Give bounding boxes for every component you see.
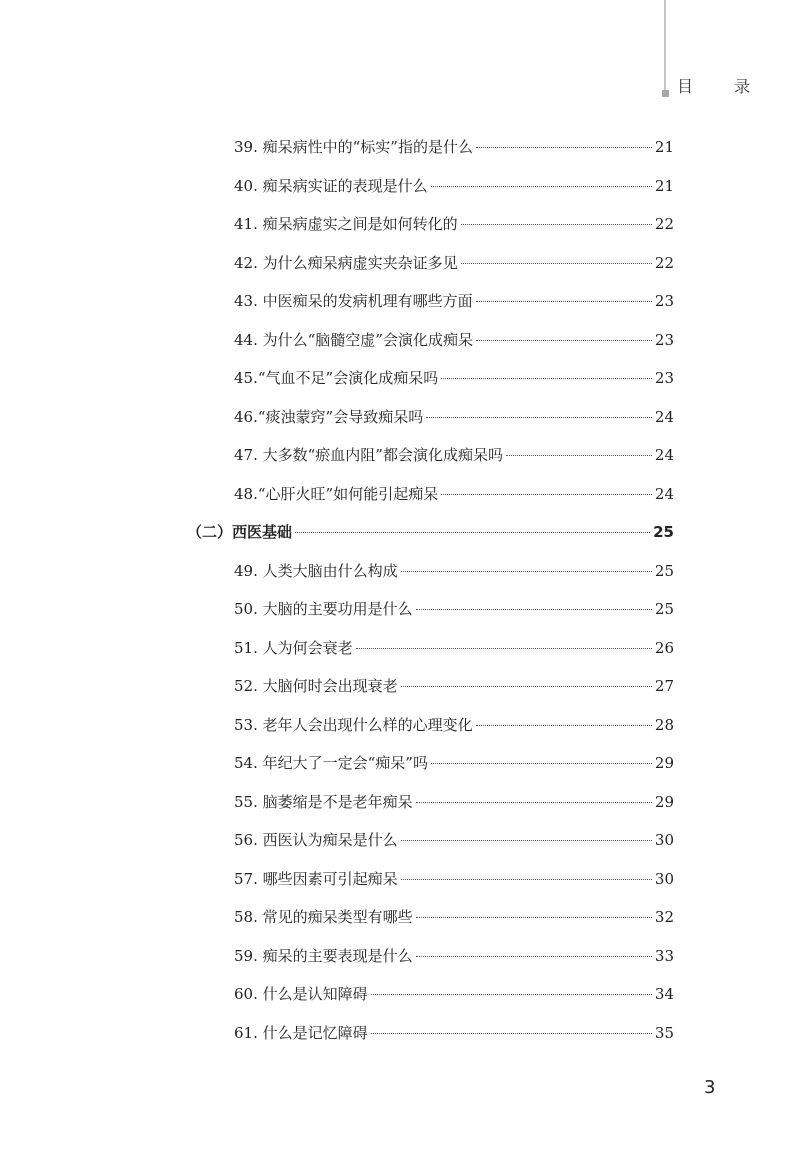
toc-entry-title: 56. 西医认为痴呆是什么 [234, 831, 398, 849]
toc-entry-page: 23 [654, 292, 674, 310]
toc-entry-page: 22 [654, 253, 674, 272]
page-number: 3 [704, 1077, 716, 1098]
dot-leader [426, 417, 652, 418]
toc-entry-page: 23 [654, 330, 674, 349]
dot-leader [461, 263, 652, 264]
toc-entry-title: （二）西医基础 [187, 523, 293, 541]
toc-entry-page: 25 [653, 523, 674, 541]
toc-entry[interactable] [234, 906, 674, 930]
toc-entry-page: 26 [654, 638, 674, 657]
toc-entry[interactable] [234, 290, 674, 314]
dot-leader [371, 994, 652, 995]
dot-leader [431, 763, 652, 764]
toc-entry-title: 41. 痴呆病虚实之间是如何转化的 [234, 215, 458, 233]
dot-leader [371, 1033, 652, 1034]
toc-entry[interactable] [234, 598, 674, 622]
dot-leader [401, 879, 652, 880]
toc-entry[interactable] [234, 983, 674, 1007]
header-rule [664, 0, 666, 90]
toc-entry-page: 24 [654, 446, 674, 464]
toc-entry-title: 61. 什么是记忆障碍 [234, 1023, 368, 1042]
toc-entry-title: 48.“心肝火旺”如何能引起痴呆 [234, 484, 439, 503]
dot-leader [476, 301, 652, 302]
toc-entry-page: 29 [654, 754, 674, 772]
toc-entry-title: 39. 痴呆病性中的“标实”指的是什么 [234, 138, 473, 156]
toc-entry-title: 58. 常见的痴呆类型有哪些 [234, 908, 413, 926]
dot-leader [506, 455, 652, 456]
toc-entry-page: 23 [654, 369, 674, 387]
toc-entry[interactable] [234, 252, 674, 276]
toc-entry-page: 33 [654, 946, 674, 965]
dot-leader [295, 532, 650, 533]
toc-entry-page: 25 [654, 561, 674, 580]
toc-entry-page: 25 [654, 600, 674, 618]
toc-entry-page: 34 [654, 985, 674, 1003]
toc-entry-title: 60. 什么是认知障碍 [234, 985, 368, 1003]
toc-entry-title: 40. 痴呆病实证的表现是什么 [234, 176, 428, 195]
dot-leader [476, 725, 652, 726]
toc-entry[interactable] [234, 483, 674, 507]
dot-leader [416, 802, 652, 803]
dot-leader [401, 571, 652, 572]
toc-entry-page: 21 [654, 176, 674, 195]
dot-leader [441, 378, 652, 379]
toc-entry-title: 44. 为什么“脑髓空虚”会演化成痴呆 [234, 330, 473, 349]
toc-entry[interactable] [234, 136, 674, 160]
dot-leader [441, 494, 652, 495]
toc-entry[interactable] [234, 637, 674, 661]
toc-entry-title: 51. 人为何会衰老 [234, 638, 353, 657]
toc-entry-title: 57. 哪些因素可引起痴呆 [234, 869, 398, 888]
toc-entry-page: 21 [654, 138, 674, 156]
toc-entry-page: 35 [654, 1023, 674, 1042]
toc-entry-page: 28 [654, 715, 674, 734]
toc-entry-title: 55. 脑萎缩是不是老年痴呆 [234, 792, 413, 811]
toc-entry[interactable] [234, 175, 674, 199]
toc-entry[interactable] [234, 444, 674, 468]
toc-section-heading[interactable] [187, 521, 674, 545]
toc-entry-page: 30 [654, 831, 674, 849]
dot-leader [476, 147, 652, 148]
toc-entry[interactable] [234, 406, 674, 430]
toc-entry-page: 24 [654, 484, 674, 503]
toc-entry-page: 24 [654, 407, 674, 426]
toc-entry[interactable] [234, 791, 674, 815]
toc-entry-title: 45.“气血不足”会演化成痴呆吗 [234, 369, 439, 387]
dot-leader [416, 956, 652, 957]
toc-entry-title: 52. 大脑何时会出现衰老 [234, 677, 398, 695]
toc-entry-title: 43. 中医痴呆的发病机理有哪些方面 [234, 292, 473, 310]
toc-entry[interactable] [234, 367, 674, 391]
toc-entry[interactable] [234, 560, 674, 584]
toc-entry-title: 42. 为什么痴呆病虚实夹杂证多见 [234, 253, 458, 272]
toc-entry[interactable] [234, 675, 674, 699]
toc-entry[interactable] [234, 213, 674, 237]
dot-leader [461, 224, 652, 225]
toc-entry[interactable] [234, 945, 674, 969]
dot-leader [476, 340, 652, 341]
toc-entry[interactable] [234, 868, 674, 892]
toc-entry-title: 50. 大脑的主要功用是什么 [234, 600, 413, 618]
toc-entry-title: 53. 老年人会出现什么样的心理变化 [234, 715, 473, 734]
toc-entry-title: 46.“痰浊蒙窍”会导致痴呆吗 [234, 407, 424, 426]
toc-entry-page: 22 [654, 215, 674, 233]
dot-leader [416, 917, 652, 918]
dot-leader [401, 686, 652, 687]
toc-entry-title: 47. 大多数“瘀血内阻”都会演化成痴呆吗 [234, 446, 503, 464]
toc-entry[interactable] [234, 1022, 674, 1046]
dot-leader [416, 609, 652, 610]
toc-entry[interactable] [234, 329, 674, 353]
toc-entry-page: 32 [654, 908, 674, 926]
toc-entry-title: 54. 年纪大了一定会“痴呆”吗 [234, 754, 428, 772]
toc-entry[interactable] [234, 714, 674, 738]
dot-leader [431, 186, 652, 187]
dot-leader [401, 840, 652, 841]
header-marker [662, 90, 669, 97]
toc-entry[interactable] [234, 829, 674, 853]
toc-entry-title: 49. 人类大脑由什么构成 [234, 561, 398, 580]
toc-entry-title: 59. 痴呆的主要表现是什么 [234, 946, 413, 965]
dot-leader [356, 648, 652, 649]
running-header-title: 目 录 [677, 77, 769, 96]
toc-entry-page: 27 [654, 677, 674, 695]
toc-entry-page: 29 [654, 792, 674, 811]
toc-entry-page: 30 [654, 869, 674, 888]
toc-entry[interactable] [234, 752, 674, 776]
